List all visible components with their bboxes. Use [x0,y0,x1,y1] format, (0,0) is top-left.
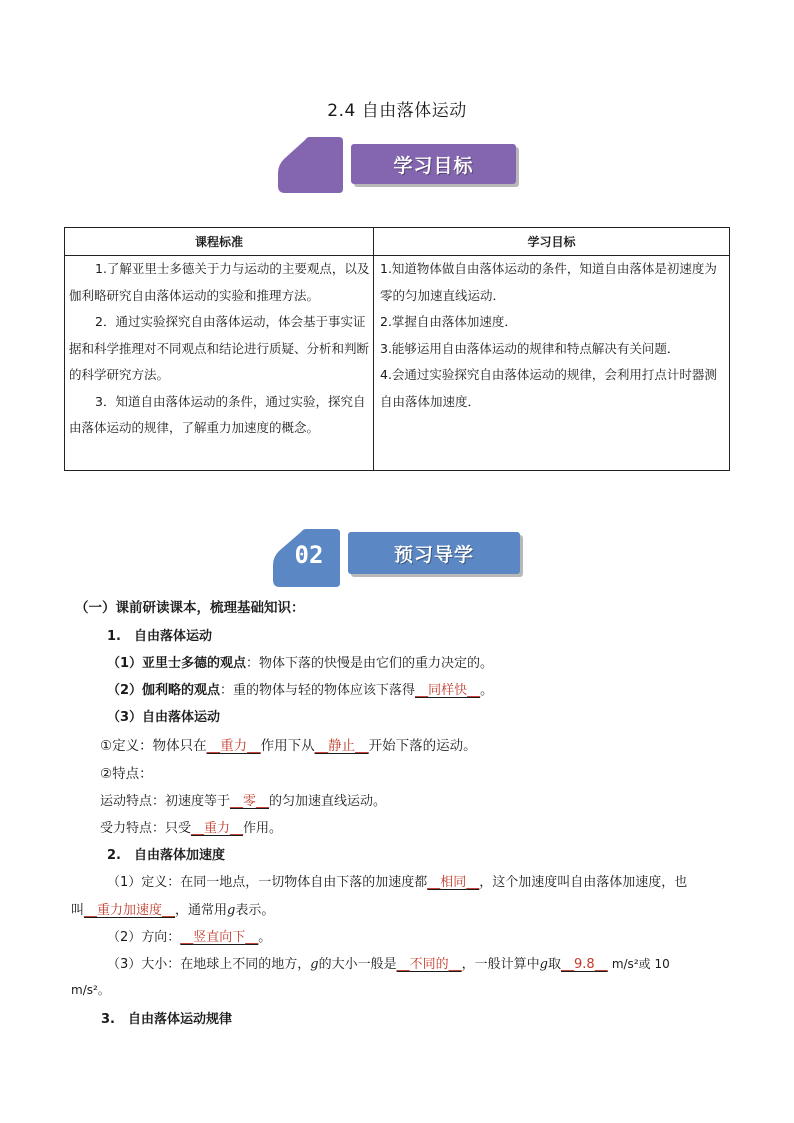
section-banner-learning-goals [275,135,520,195]
subsection-title: 1. 自由落体运动 [107,629,212,644]
answer-blank: __重力__ [191,821,244,836]
force-feature-line: 受力特点：只受__重力__作用。 [100,821,283,836]
answer-blank: __相同__ [427,875,480,890]
section-number: 02 [294,541,324,569]
galileo-line: （2）伽利略的观点：重的物体与轻的物体应该下落得__同样快__。 [107,683,494,698]
curriculum-cell [65,256,374,471]
section-heading: （一）课前研读课本，梳理基础知识： [75,600,305,616]
answer-blank: __重力__ [206,738,261,754]
banner-label: 预习导学 [393,544,474,566]
goal-item: 1.知道物体做自由落体运动的条件，知道自由落体是初速度为零的匀加速直线运动． [380,261,717,303]
answer-blank: __重力加速度__ [84,903,176,918]
goal-item: 2.掌握自由落体加速度． [380,314,517,329]
aristotle-line: （1）亚里士多德的观点：物体下落的快慢是由它们的重力决定的。 [107,656,494,671]
answer-blank: __静止__ [314,738,369,754]
feature-label: ②特点： [100,766,153,782]
answer-blank: __同样快__ [415,683,481,698]
acceleration-definition-line: （1）定义：在同一地点，一切物体自由下落的加速度都__相同__，这个加速度叫自由落体加速度，也 [107,875,688,890]
section-banner-preview [270,527,525,589]
goal-item: 4.会通过实验探究自由落体运动的规律，会利用打点计时器测自由落体加速度． [380,367,717,409]
answer-blank: __不同的__ [396,957,462,972]
pentagon-badge-icon [275,135,347,195]
answer-blank: __竖直向下__ [180,930,259,945]
curriculum-item: 3．知道自由落体运动的条件，通过实验，探究自由落体运动的规律，了解重力加速度的概念。 [69,393,366,435]
answer-blank: __9.8__ [561,957,608,972]
page-title: 2.4 自由落体运动 [327,101,467,121]
curriculum-item: 2．通过实验探究自由落体运动，体会基于事实证据和科学推理对不同观点和结论进行质疑、分析和判断的科学研究方法。 [69,314,370,382]
magnitude-line: （3）大小：在地球上不同的地方，g的大小一般是__不同的__，一般计算中g取__9.8__ m/s²或 10 [107,957,670,972]
subsection-title: （3）自由落体运动 [107,710,221,725]
answer-blank: __零__ [230,794,270,809]
banner-label: 学习目标 [393,155,474,177]
acceleration-definition-line-2: 叫__重力加速度__，通常用g表示。 [71,903,275,918]
goals-cell [374,256,730,471]
definition-line: ①定义：物体只在__重力__作用下从__静止__开始下落的运动。 [100,738,477,754]
table-header-curriculum: 课程标准 [65,228,374,256]
subsection-title: 2. 自由落体加速度 [107,848,225,863]
magnitude-line-2: m/s²。 [71,983,110,997]
goals-table [64,227,730,471]
subsection-title: 3. 自由落体运动规律 [101,1012,232,1027]
table-header-goals: 学习目标 [374,228,730,256]
direction-line: （2）方向：__竖直向下__。 [107,930,272,945]
curriculum-item: 1.了解亚里士多德关于力与运动的主要观点，以及伽利略研究自由落体运动的实验和推理方法。 [69,261,370,303]
motion-feature-line: 运动特点：初速度等于__零__的匀加速直线运动。 [100,794,387,809]
goal-item: 3.能够运用自由落体运动的规律和特点解决有关问题． [380,340,680,356]
